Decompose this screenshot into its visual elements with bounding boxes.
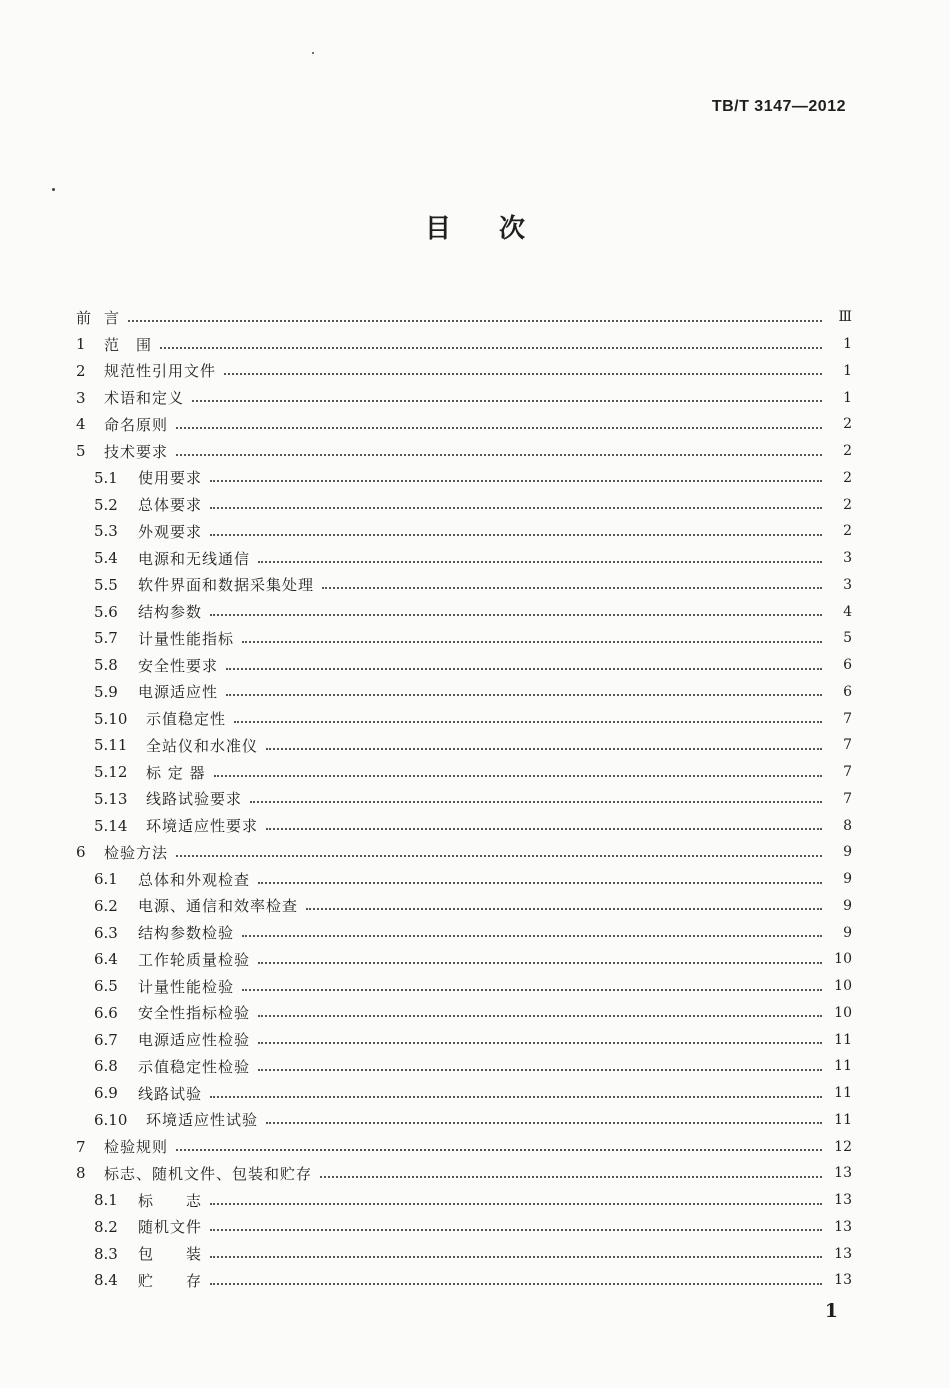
toc-leader-dots [160,346,822,349]
toc-entry[interactable] [74,893,852,920]
toc-entry-number: 6.4 [94,950,118,969]
page-title: 目次 [424,214,573,244]
toc-entry-title: 软件界面和数据采集处理 [138,576,315,595]
toc-entry-number: 4 [76,415,86,434]
toc-entry-title: 工作轮质量检验 [138,950,251,969]
toc-entry[interactable] [74,812,852,839]
toc-entry-title: 标志、随机文件、包装和贮存 [104,1164,313,1183]
toc-entry-title: 环境适应性要求 [146,817,259,836]
toc-leader-dots [320,1175,822,1178]
toc-leader-dots [226,693,822,696]
toc-entry-page: 4 [843,603,852,620]
toc-entry-page: 13 [834,1245,852,1262]
toc-entry-title: 结构参数 [138,603,203,622]
toc-leader-dots [224,372,822,375]
toc-entry-page: Ⅲ [838,309,852,326]
toc-entry[interactable] [74,438,852,465]
toc-leader-dots [306,907,822,910]
toc-leader-dots [210,613,822,616]
toc-leader-dots [210,1095,822,1098]
toc-entry-page: 2 [843,416,852,433]
toc-leader-dots [266,1121,822,1124]
toc-entry-page: 10 [834,1004,852,1021]
toc-entry-page: 7 [843,737,852,754]
toc-leader-dots [192,399,822,402]
toc-entry-title: 电源适应性 [138,683,219,702]
toc-entry-number: 6.2 [94,896,118,915]
toc-entry[interactable] [74,304,852,331]
toc-leader-dots [258,1014,822,1017]
toc-entry-page: 7 [843,764,852,781]
toc-entry-number: 3 [76,388,86,407]
toc-entry-title: 示值稳定性 [146,710,227,729]
toc-entry[interactable] [74,1240,852,1267]
toc-entry-title: 环境适应性试验 [146,1111,259,1130]
toc-entry-title: 标 定 器 [146,763,206,782]
toc-leader-dots [210,533,822,536]
toc-leader-dots [242,934,822,937]
toc-entry[interactable] [74,973,852,1000]
toc-entry-number: 5.11 [94,736,128,755]
toc-entry-title: 结构参数检验 [138,924,235,943]
toc-entry[interactable] [74,732,852,759]
toc-entry-page: 6 [843,657,852,674]
toc-entry[interactable] [74,1133,852,1160]
toc-entry-number: 前 [76,308,92,327]
toc-entry[interactable] [74,946,852,973]
toc-entry-number: 5.7 [94,629,118,648]
toc-entry-title: 技术要求 [104,442,169,461]
toc-entry-number: 5.8 [94,656,118,675]
toc-leader-dots [176,453,822,456]
toc-entry-title: 标 志 [138,1191,203,1210]
toc-entry-title: 总体要求 [138,496,203,515]
toc-leader-dots [210,1202,822,1205]
toc-entry[interactable] [74,1214,852,1241]
toc-entry[interactable] [74,491,852,518]
toc-entry[interactable] [74,545,852,572]
toc-entry-number: 5.14 [94,816,128,835]
toc-entry-title: 计量性能指标 [138,629,235,648]
toc-entry-number: 6.9 [94,1084,118,1103]
toc-leader-dots [176,426,822,429]
toc-entry[interactable] [74,1000,852,1027]
toc-leader-dots [250,800,822,803]
toc-entry[interactable] [74,759,852,786]
standard-code: TB/T 3147—2012 [711,98,846,115]
toc-entry-page: 9 [843,924,852,941]
toc-leader-dots [176,1148,822,1151]
toc-entry-number: 1 [76,335,86,354]
scan-speck [52,188,55,191]
toc-entry-title: 外观要求 [138,522,203,541]
toc-entry-title: 检验方法 [104,843,169,862]
toc-entry[interactable] [74,1160,852,1187]
toc-leader-dots [258,881,822,884]
toc-entry-page: 9 [843,897,852,914]
toc-entry-page: 8 [843,817,852,834]
toc-leader-dots [234,720,822,723]
toc-entry-page: 3 [843,550,852,567]
toc-entry[interactable] [74,518,852,545]
toc-entry-title: 检验规则 [104,1138,169,1157]
toc-leader-dots [242,988,822,991]
toc-entry-number: 6 [76,843,86,862]
toc-entry-number: 6.10 [94,1110,128,1129]
toc-entry-title: 言 [104,308,121,327]
toc-entry-title: 总体和外观检查 [138,870,251,889]
table-of-contents [74,304,852,1294]
toc-entry-page: 6 [843,683,852,700]
toc-entry-page: 1 [843,362,852,379]
toc-entry-page: 10 [834,978,852,995]
toc-entry-page: 13 [834,1165,852,1182]
toc-leader-dots [210,479,822,482]
toc-entry[interactable] [74,625,852,652]
toc-entry-number: 6.3 [94,923,118,942]
toc-entry-title: 全站仪和水准仪 [146,736,259,755]
toc-leader-dots [266,827,822,830]
toc-entry-page: 2 [843,469,852,486]
toc-entry-page: 1 [843,336,852,353]
toc-entry-page: 7 [843,710,852,727]
toc-entry-page: 9 [843,844,852,861]
toc-entry-page: 5 [843,630,852,647]
toc-leader-dots [322,586,822,589]
toc-entry-number: 5.6 [94,602,118,621]
toc-entry[interactable] [74,786,852,813]
scan-speck [312,52,314,54]
toc-entry[interactable] [74,384,852,411]
toc-entry-number: 8.4 [94,1271,118,1290]
toc-entry-title: 规范性引用文件 [104,362,217,381]
toc-entry-title: 安全性指标检验 [138,1004,251,1023]
toc-entry-page: 2 [843,523,852,540]
toc-entry-page: 13 [834,1192,852,1209]
toc-entry-title: 电源适应性检验 [138,1031,251,1050]
toc-leader-dots [258,1068,822,1071]
toc-leader-dots [210,1282,822,1285]
toc-entry-number: 6.7 [94,1030,118,1049]
toc-entry-number: 5 [76,442,86,461]
toc-leader-dots [176,854,822,857]
toc-entry-number: 7 [76,1137,86,1156]
toc-leader-dots [258,560,822,563]
toc-entry-page: 2 [843,496,852,513]
toc-leader-dots [266,747,822,750]
toc-entry-number: 6.8 [94,1057,118,1076]
toc-entry[interactable] [74,839,852,866]
toc-entry-title: 使用要求 [138,469,203,488]
toc-leader-dots [258,961,822,964]
toc-entry[interactable] [74,465,852,492]
toc-entry-title: 示值稳定性检验 [138,1057,251,1076]
toc-entry[interactable] [74,1267,852,1294]
toc-entry-number: 5.3 [94,522,118,541]
toc-entry-title: 范 围 [104,335,153,354]
toc-entry-title: 电源、通信和效率检查 [138,897,299,916]
toc-entry-number: 6.6 [94,1003,118,1022]
toc-entry[interactable] [74,598,852,625]
toc-leader-dots [258,1041,822,1044]
toc-entry-page: 7 [843,790,852,807]
toc-entry[interactable] [74,652,852,679]
toc-entry-page: 12 [834,1138,852,1155]
toc-entry-page: 2 [843,443,852,460]
toc-entry-page: 3 [843,576,852,593]
toc-leader-dots [214,774,822,777]
toc-leader-dots [210,506,822,509]
toc-entry[interactable] [74,1107,852,1134]
toc-entry-title: 包 装 [138,1245,203,1264]
toc-entry-number: 8.1 [94,1191,118,1210]
toc-entry-page: 11 [834,1111,852,1128]
toc-entry-page: 11 [834,1085,852,1102]
toc-entry-page: 13 [834,1218,852,1235]
toc-entry-number: 8 [76,1164,86,1183]
toc-entry-page: 9 [843,871,852,888]
toc-entry[interactable] [74,679,852,706]
toc-entry[interactable] [74,331,852,358]
toc-entry-title: 随机文件 [138,1218,203,1237]
toc-entry-title: 电源和无线通信 [138,549,251,568]
toc-entry-number: 2 [76,361,86,380]
toc-leader-dots [242,640,822,643]
toc-entry[interactable] [74,411,852,438]
toc-entry[interactable] [74,866,852,893]
toc-leader-dots [128,319,822,322]
toc-entry[interactable] [74,358,852,385]
toc-entry-number: 5.9 [94,682,118,701]
toc-entry[interactable] [74,1080,852,1107]
toc-entry-number: 5.12 [94,763,128,782]
toc-entry-title: 安全性要求 [138,656,219,675]
toc-entry[interactable] [74,705,852,732]
toc-entry-page: 10 [834,951,852,968]
toc-entry[interactable] [74,1026,852,1053]
page-number: 1 [824,1300,838,1322]
toc-entry-number: 5.1 [94,468,118,487]
toc-entry-title: 术语和定义 [104,389,185,408]
toc-entry-number: 5.4 [94,549,118,568]
toc-entry[interactable] [74,572,852,599]
toc-entry-title: 线路试验要求 [146,790,243,809]
toc-entry-page: 13 [834,1272,852,1289]
toc-entry-title: 贮 存 [138,1271,203,1290]
toc-leader-dots [210,1228,822,1231]
toc-entry-page: 1 [843,389,852,406]
toc-leader-dots [210,1255,822,1258]
toc-entry-number: 5.10 [94,709,128,728]
toc-entry-title: 计量性能检验 [138,977,235,996]
toc-entry-title: 线路试验 [138,1084,203,1103]
toc-entry[interactable] [74,1053,852,1080]
toc-entry-number: 5.13 [94,789,128,808]
toc-entry-page: 11 [834,1058,852,1075]
toc-entry-title: 命名原则 [104,415,169,434]
toc-entry-number: 5.2 [94,495,118,514]
toc-entry-number: 6.5 [94,977,118,996]
toc-entry-number: 8.2 [94,1217,118,1236]
toc-leader-dots [226,667,822,670]
toc-entry[interactable] [74,919,852,946]
toc-entry[interactable] [74,1187,852,1214]
toc-entry-number: 8.3 [94,1244,118,1263]
toc-entry-number: 6.1 [94,870,118,889]
toc-entry-number: 5.5 [94,575,118,594]
toc-entry-page: 11 [834,1031,852,1048]
